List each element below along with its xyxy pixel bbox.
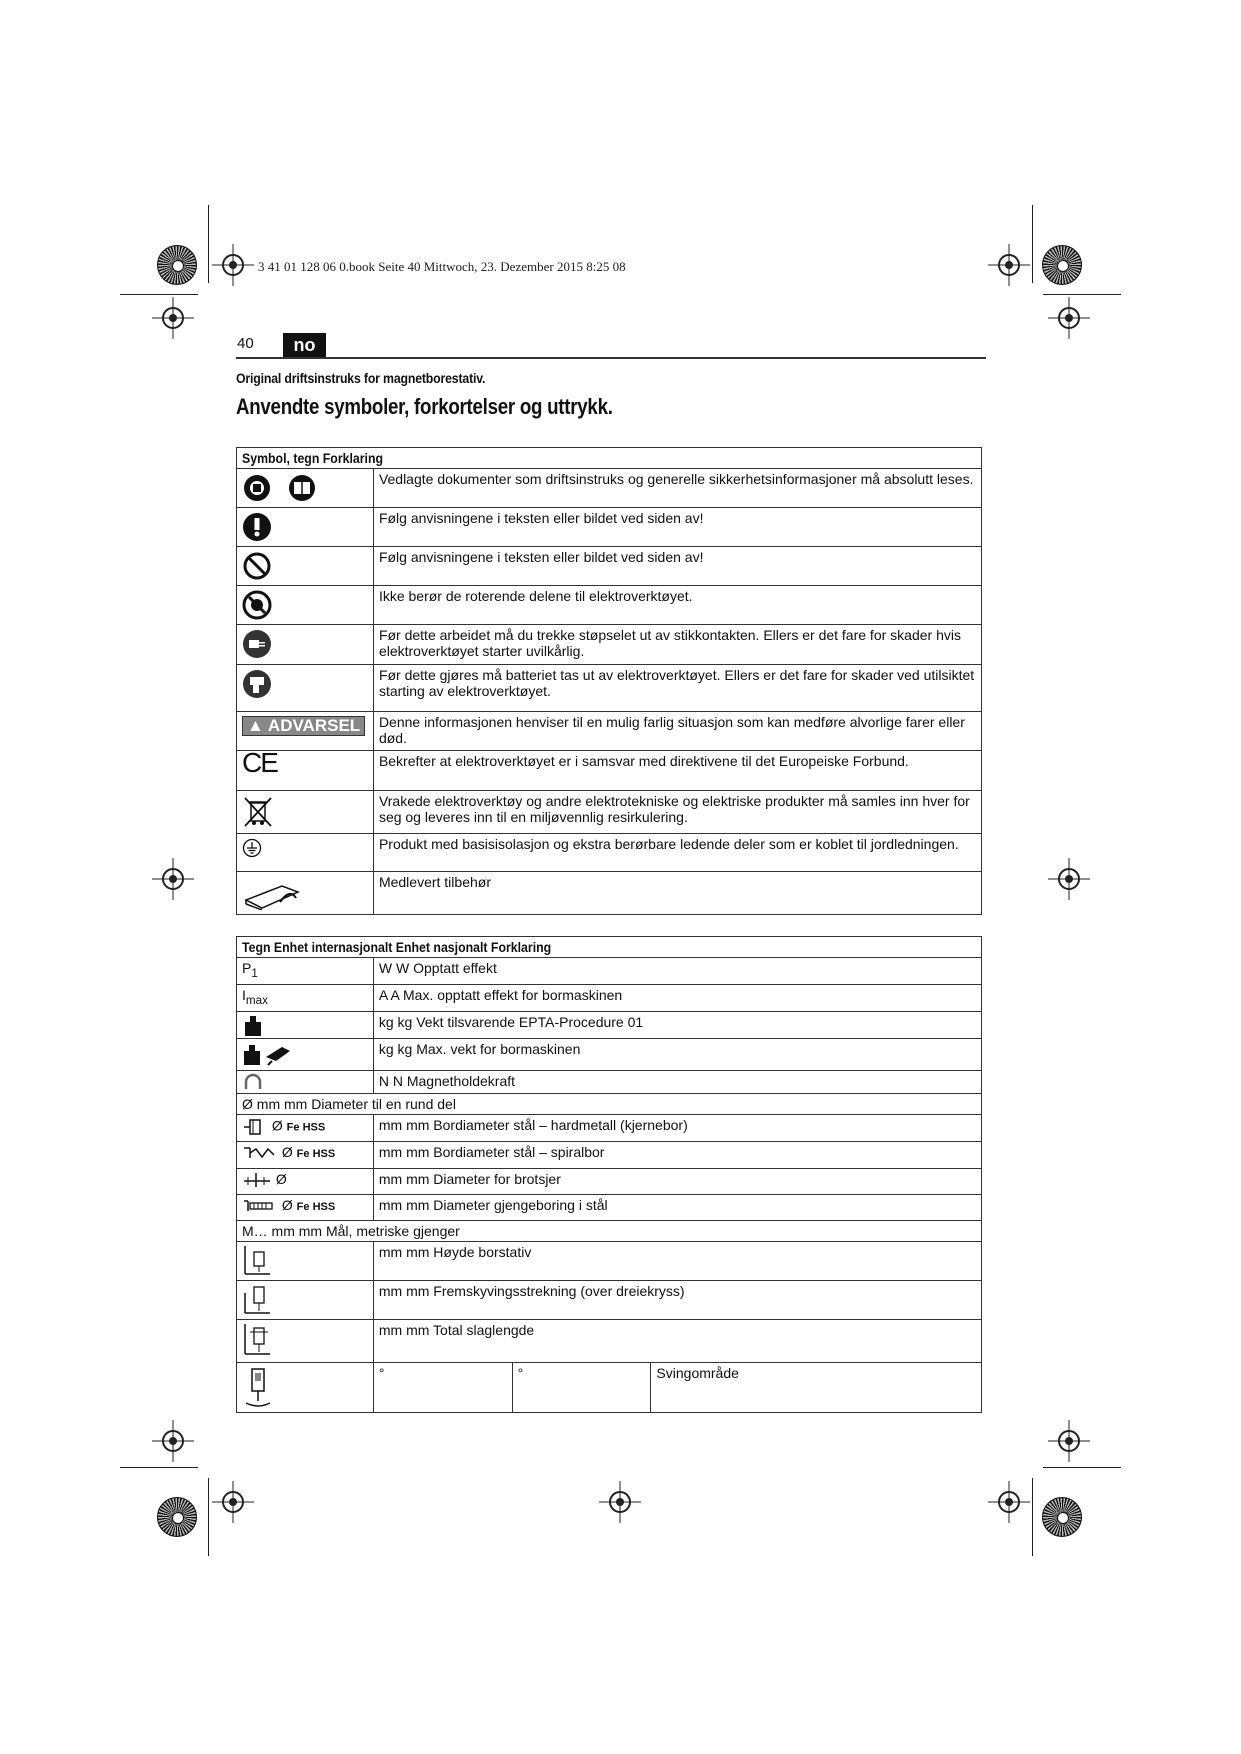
table-row: [237, 872, 982, 915]
stand-height-icon: [242, 1244, 272, 1276]
registration-burst-icon: [157, 1497, 197, 1537]
table-cell: °: [512, 1362, 651, 1412]
registration-cross-icon: [222, 254, 244, 276]
crop-line: [120, 294, 198, 295]
mandatory-action-icon: [242, 512, 272, 542]
swivel-icon: [242, 1365, 276, 1409]
registration-cross-icon: [998, 254, 1020, 276]
table-row: [237, 665, 982, 712]
table-cell: Ø mm mm Diameter til en rund del: [237, 1093, 982, 1114]
core-drill-icon: [242, 1117, 268, 1137]
crop-line: [1043, 1467, 1121, 1468]
table-row: Ø Fe HSS mm mm Bordiameter stål – hardmetall (kjernebor): [237, 1114, 982, 1141]
registration-cross-icon: [1058, 868, 1080, 890]
reamer-icon: [242, 1171, 272, 1189]
table-row: [237, 625, 982, 665]
table-cell: °: [373, 1362, 512, 1412]
crop-line: [1032, 1478, 1033, 1556]
units-table-header: Tegn Enhet internasjonalt Enhet nasjonalt Forklaring: [237, 937, 982, 958]
registration-cross-icon: [222, 1491, 244, 1513]
table-header-row: [237, 937, 982, 958]
registration-cross-icon: [162, 868, 184, 890]
protective-earth-icon: [242, 838, 262, 858]
table-cell: Før dette gjøres må batteriet tas ut av elektroverktøyet. Ellers er det fare for skader ved utilsiktet starting av elektroverktøyet.: [373, 665, 981, 712]
do-not-touch-icon: [242, 590, 272, 620]
twist-drill-icon: [242, 1144, 278, 1162]
crop-line: [208, 205, 209, 283]
feed-stroke-icon: [242, 1283, 272, 1315]
table-row: Ø Fe HSS mm mm Bordiameter stål – spiralbor: [237, 1141, 982, 1168]
table-cell: Ikke berør de roterende delene til elektroverktøyet.: [373, 586, 981, 625]
table-row: [237, 586, 982, 625]
table-row: $P_1$ W W Opptatt effekt: [237, 958, 982, 985]
table-cell: Før dette arbeidet må du trekke støpselet ut av stikkontakten. Ellers er det fare for skader hvis elektroverktøyet starter uvilkårlig.: [373, 625, 981, 665]
registration-cross-icon: [162, 307, 184, 329]
table-cell: mm mm Total slaglengde: [373, 1319, 981, 1362]
table-cell: W W Opptatt effekt: [373, 958, 981, 985]
page-title: Anvendte symboler, forkortelser og uttrykk.: [236, 394, 613, 419]
table-cell: mm mm Diameter gjengeboring i stål: [373, 1194, 981, 1220]
table-row: [237, 751, 982, 791]
table-row: $I_{max}$ A A Max. opptatt effekt for bormaskinen: [237, 984, 982, 1011]
table-row: [237, 1011, 982, 1038]
table-cell: mm mm Bordiameter stål – spiralbor: [373, 1141, 981, 1168]
weight-icon: [242, 1014, 264, 1036]
table-cell: Følg anvisningene i teksten eller bildet ved siden av!: [373, 547, 981, 586]
crop-line: [208, 1478, 209, 1556]
table-cell: Vrakede elektroverktøy og andre elektrotekniske og elektriske produkter må samles inn hver for seg og leveres inn til en miljøvennlig resirkulering.: [373, 791, 981, 834]
registration-burst-icon: [1042, 245, 1082, 285]
page-number: 40: [237, 335, 254, 352]
table-cell: Produkt med basisisolasjon og ekstra berørbare ledende deler som er koblet til jordledningen.: [373, 834, 981, 872]
table-row: Ø mm mm Diameter for brotsjer: [237, 1168, 982, 1194]
header-rule: [236, 357, 986, 359]
registration-cross-icon: [162, 1430, 184, 1452]
prohibition-icon: [242, 551, 272, 581]
table-row: [237, 834, 982, 872]
table-row: [237, 1220, 982, 1241]
table-row: [237, 1093, 982, 1114]
table-row: [237, 1362, 982, 1412]
weight-drill-icon: [242, 1041, 294, 1067]
crop-line: [120, 1467, 198, 1468]
registration-burst-icon: [157, 245, 197, 285]
unplug-icon: [242, 629, 272, 659]
registration-cross-icon: [1058, 307, 1080, 329]
table-cell: Svingområde: [651, 1362, 982, 1412]
table-row: [237, 1241, 982, 1280]
table-row: [237, 1319, 982, 1362]
table-row: [237, 469, 982, 508]
symbols-table-header: Symbol, tegn Forklaring: [237, 448, 982, 469]
table-cell: kg kg Max. vekt for bormaskinen: [373, 1038, 981, 1070]
crop-line: [1043, 294, 1121, 295]
weee-bin-icon: [242, 795, 274, 829]
table-cell: mm mm Fremskyvingsstrekning (over dreiekryss): [373, 1280, 981, 1319]
table-cell: N N Magnetholdekraft: [373, 1070, 981, 1093]
table-row: [237, 1280, 982, 1319]
read-manual-icon: [242, 473, 322, 503]
table-cell: Denne informasjonen henviser til en mulig farlig situasjon som kan medføre alvorlige farer eller død.: [373, 712, 981, 751]
table-cell: kg kg Vekt tilsvarende EPTA-Procedure 01: [373, 1011, 981, 1038]
registration-burst-icon: [1042, 1497, 1082, 1537]
table-row: [237, 508, 982, 547]
table-row: [237, 712, 982, 751]
table-cell: mm mm Bordiameter stål – hardmetall (kjernebor): [373, 1114, 981, 1141]
registration-cross-icon: [609, 1491, 631, 1513]
registration-cross-icon: [1058, 1430, 1080, 1452]
table-cell: mm mm Høyde borstativ: [373, 1241, 981, 1280]
table-header-row: [237, 448, 982, 469]
magnet-icon: [242, 1073, 264, 1091]
accessory-icon: [242, 876, 302, 910]
table-cell: A A Max. opptatt effekt for bormaskinen: [373, 984, 981, 1011]
table-cell: Følg anvisningene i teksten eller bildet ved siden av!: [373, 508, 981, 547]
crop-line: [1032, 205, 1033, 283]
table-cell: Vedlagte dokumenter som driftsinstruks og generelle sikkerhetsinformasjoner må absolutt leses.: [373, 469, 981, 508]
table-row: [237, 547, 982, 586]
registration-cross-icon: [998, 1491, 1020, 1513]
remove-battery-icon: [242, 669, 272, 699]
document-subtitle: Original driftsinstruks for magnetborestativ.: [236, 370, 486, 386]
table-row: [237, 1070, 982, 1093]
table-cell: M… mm mm Mål, metriske gjenger: [237, 1220, 982, 1241]
table-row: [237, 1038, 982, 1070]
table-cell: Bekrefter at elektroverktøyet er i samsvar med direktivene til det Europeiske Forbund.: [373, 751, 981, 791]
table-cell: mm mm Diameter for brotsjer: [373, 1168, 981, 1194]
language-tag: no: [283, 333, 326, 358]
tap-icon: [242, 1197, 278, 1215]
table-cell: Medlevert tilbehør: [373, 872, 981, 915]
table-row: [237, 791, 982, 834]
ce-mark: CE: [242, 747, 277, 778]
symbols-table: [236, 447, 982, 915]
warning-label: ▲ ADVARSEL: [242, 716, 365, 736]
book-info-line: 3 41 01 128 06 0.book Seite 40 Mittwoch, 23. Dezember 2015 8:25 08: [258, 259, 626, 274]
table-row: Ø Fe HSS mm mm Diameter gjengeboring i stål: [237, 1194, 982, 1220]
total-stroke-icon: [242, 1322, 272, 1356]
units-table: [236, 936, 982, 1413]
